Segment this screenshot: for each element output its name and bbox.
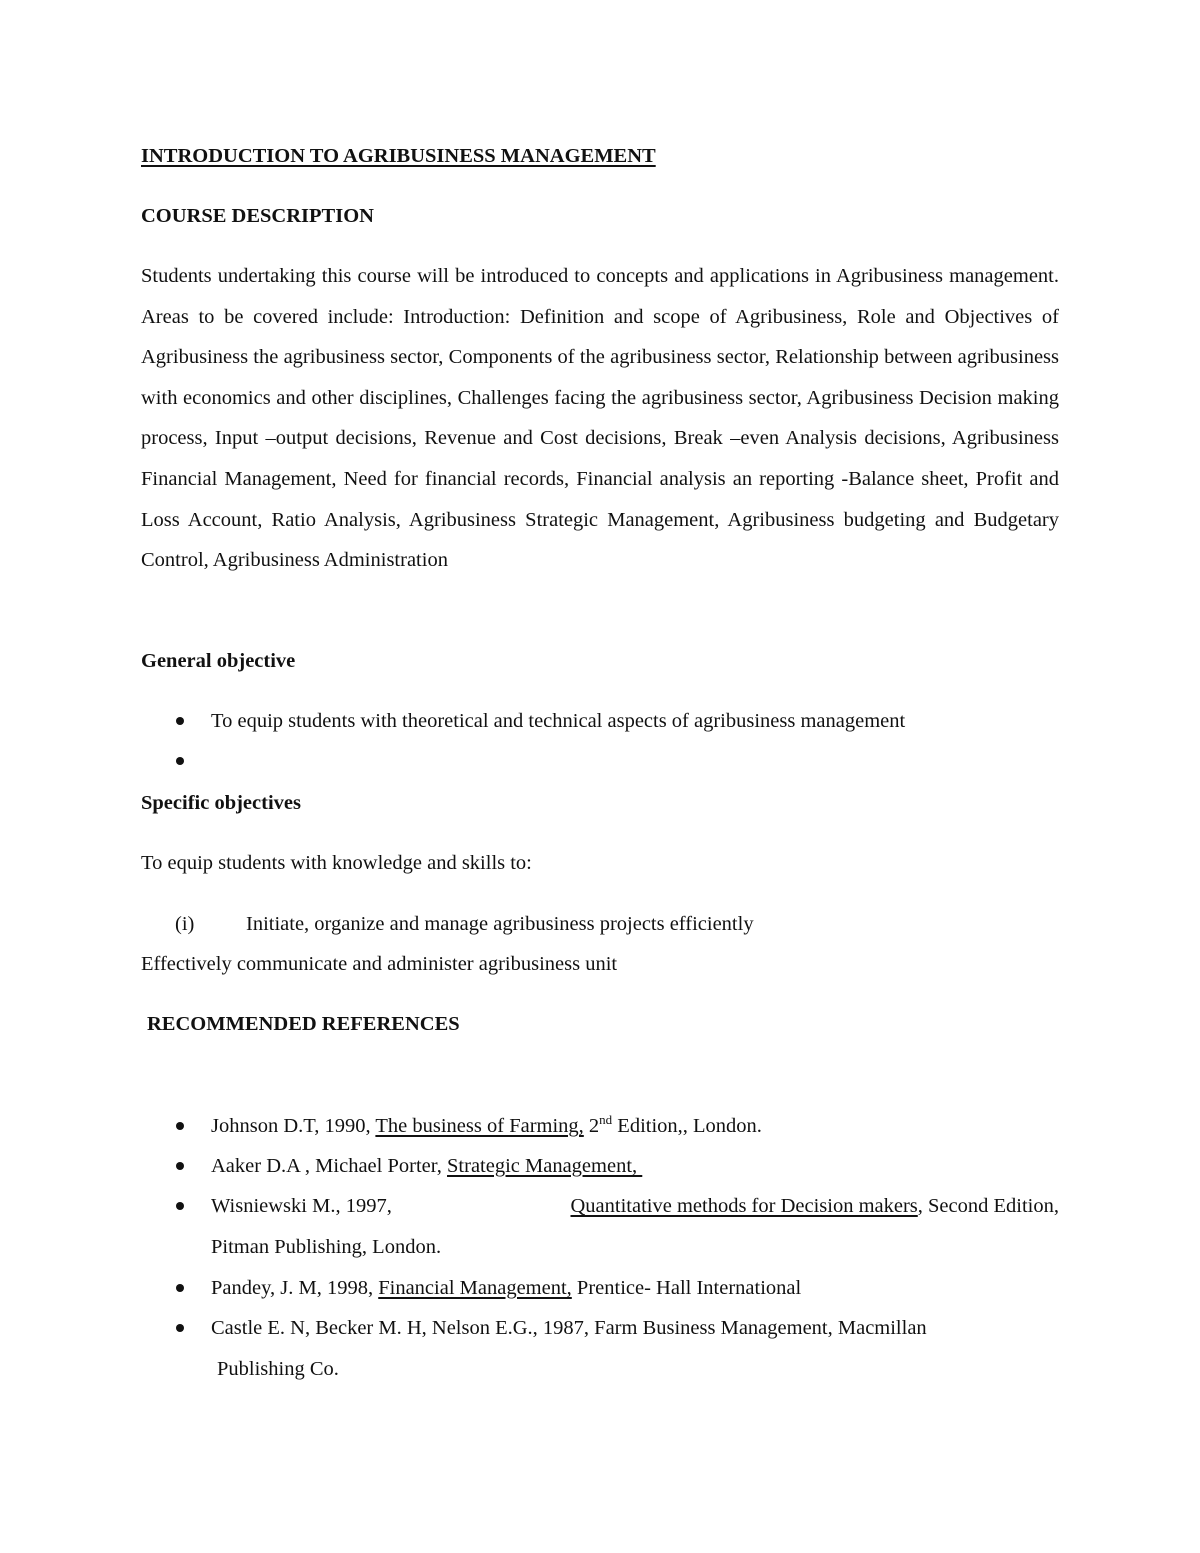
course-description-heading: COURSE DESCRIPTION — [141, 205, 374, 227]
general-objective-item: To equip students with theoretical and technical aspects of agribusiness management — [211, 710, 906, 732]
reference-title: Strategic Management, — [447, 1155, 643, 1177]
reference-item — [211, 1193, 1059, 1219]
general-objective-heading: General objective — [141, 650, 296, 672]
reference-details: , Second Edition, — [917, 1195, 1059, 1217]
reference-details: Prentice- Hall International — [571, 1277, 802, 1299]
reference-authors: Wisniewski M., 1997, — [211, 1195, 392, 1217]
reference-title-group — [571, 1193, 1060, 1219]
reference-edition-number: 2 — [583, 1115, 600, 1137]
reference-authors: Johnson D.T, 1990, — [211, 1115, 376, 1137]
specific-item-number: (i) — [175, 913, 195, 935]
reference-title: The business of Farming, — [375, 1115, 584, 1137]
specific-item-text: Initiate, organize and manage agribusiness projects efficiently — [246, 913, 754, 935]
reference-authors: Pandey, J. M, 1998, — [211, 1277, 379, 1299]
bullet-icon — [176, 1202, 184, 1210]
reference-continuation: Publishing Co. — [217, 1358, 339, 1380]
specific-objectives-intro: To equip students with knowledge and skills to: — [141, 852, 532, 874]
reference-details: Edition,, London. — [612, 1115, 762, 1137]
reference-edition-suffix: nd — [599, 1112, 613, 1128]
bullet-icon — [176, 1122, 184, 1130]
reference-item — [211, 1153, 642, 1179]
reference-title: Quantitative methods for Decision makers — [570, 1195, 918, 1217]
reference-continuation: Pitman Publishing, London. — [211, 1236, 442, 1258]
bullet-icon — [176, 757, 184, 765]
bullet-icon — [176, 717, 184, 725]
reference-item: Castle E. N, Becker M. H, Nelson E.G., 1987, Farm Business Management, Macmillan — [211, 1317, 927, 1339]
bullet-icon — [176, 1324, 184, 1332]
bullet-icon — [176, 1284, 184, 1292]
course-description-paragraph: Students undertaking this course will be introduced to concepts and applications in Agribusiness management. Areas to be covered include: Introduction: Definition and scope of Agribusiness, Role and Objectives of Agribusiness the agribusiness sector, Components of the agribusiness sector, Relationship between agribusiness with economics and other disciplines, Challenges facing the agribusiness sector, Agribusiness Decision making process, Input –output decisions, Revenue and Cost decisions, Break –even Analysis decisions, Agribusiness Financial Management, Need for financial records, Financial analysis an reporting -Balance sheet, Profit and Loss Account, Ratio Analysis, Agribusiness Strategic Management, Agribusiness budgeting and Budgetary Control, Agribusiness Administration — [141, 265, 1059, 572]
bullet-icon — [176, 1162, 184, 1170]
reference-authors: Aaker D.A , Michael Porter, — [211, 1155, 448, 1177]
reference-item — [211, 1113, 762, 1139]
references-heading: RECOMMENDED REFERENCES — [147, 1013, 460, 1035]
reference-title: Financial Management, — [378, 1277, 572, 1299]
specific-objectives-heading: Specific objectives — [141, 792, 301, 814]
reference-item — [211, 1275, 801, 1301]
specific-objective-extra: Effectively communicate and administer agribusiness unit — [141, 953, 618, 975]
document-title: INTRODUCTION TO AGRIBUSINESS MANAGEMENT — [141, 145, 656, 167]
